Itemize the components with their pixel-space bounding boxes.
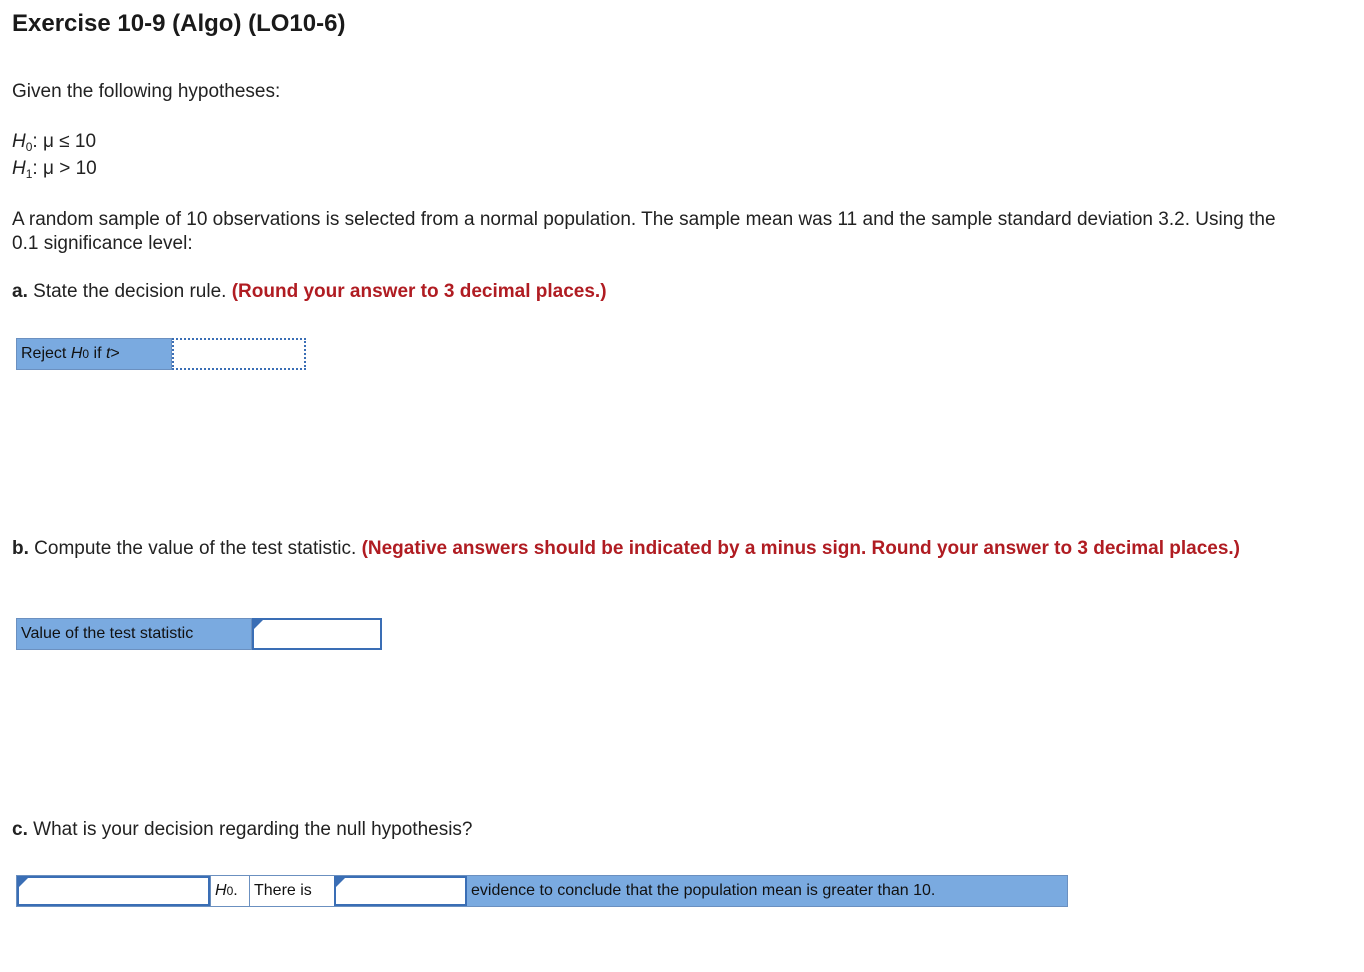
part-a-prompt: [12, 280, 607, 304]
part-b-prompt: [12, 537, 1302, 561]
evidence-select[interactable]: [334, 876, 467, 906]
part-b-note: (Negative answers should be indicated by a minus sign. Round your answer to 3 decimal places.): [361, 538, 1241, 559]
part-a-note: (Round your answer to 3 decimal places.): [231, 281, 607, 302]
t-symbol: t: [105, 345, 111, 362]
decision-row: [16, 875, 1068, 907]
h1-symbol: H: [12, 158, 26, 179]
part-c-text: What is your decision regarding the null hypothesis?: [33, 819, 473, 840]
test-statistic-label: Value of the test statistic: [16, 618, 252, 650]
part-b-text: Compute the value of the test statistic.: [34, 538, 357, 559]
if-text: if: [93, 345, 102, 362]
there-is-cell: There is: [254, 882, 312, 899]
critical-value-input[interactable]: [172, 338, 306, 370]
select-marker-icon: [19, 878, 28, 887]
intro-text: Given the following hypotheses:: [12, 81, 281, 102]
conclusion-text: evidence to conclude that the population mean is greater than 10.: [467, 876, 1067, 906]
h0-symbol: H: [12, 131, 26, 152]
part-a-text: State the decision rule.: [33, 281, 227, 302]
h-symbol: H: [70, 345, 83, 362]
page-title: Exercise 10-9 (Algo) (LO10-6): [12, 10, 346, 37]
part-c-letter: c.: [12, 819, 28, 840]
h0-cell: H 0 .: [210, 876, 250, 906]
h0-rest: : μ ≤ 10: [32, 131, 97, 152]
reject-text: Reject: [21, 345, 67, 362]
test-statistic-row: [16, 618, 382, 650]
part-a-letter: a.: [12, 281, 28, 302]
decision-rule-label: Reject H 0 if t >: [16, 338, 172, 370]
alt-hypothesis: [12, 155, 97, 182]
null-hypothesis: [12, 128, 96, 155]
gt-text: >: [110, 345, 120, 362]
h0-sub: 0: [25, 140, 33, 154]
part-b-letter: b.: [12, 538, 29, 559]
test-statistic-input[interactable]: [252, 618, 382, 650]
h1-sub: 1: [25, 167, 33, 181]
part-c-prompt: [12, 818, 473, 842]
input-marker-icon: [254, 620, 263, 629]
decision-select[interactable]: [17, 876, 210, 906]
h0c-symbol: H: [215, 882, 227, 899]
h0c-dot: .: [233, 882, 238, 899]
decision-rule-row: [16, 338, 306, 370]
select-marker-icon: [336, 878, 345, 887]
h1-rest: : μ > 10: [32, 158, 97, 179]
problem-statement: A random sample of 10 observations is selected from a normal population. The sample mean was 11 and the sample standard deviation 3.2. Using the 0.1 significance level:: [12, 209, 1276, 254]
